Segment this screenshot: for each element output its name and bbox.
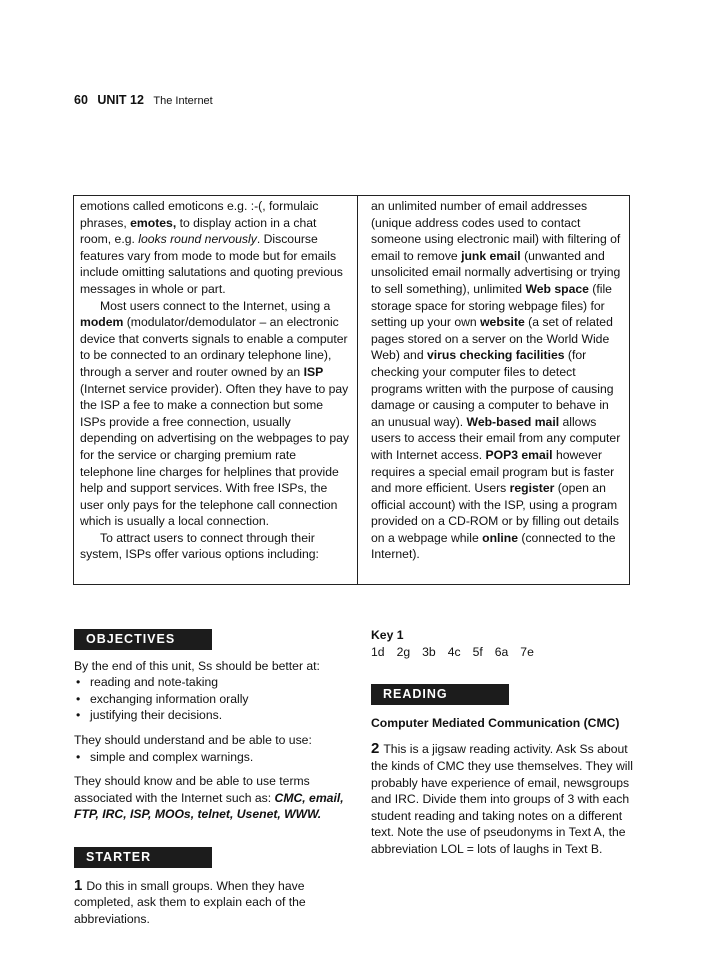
text-run: modem [80, 315, 124, 330]
starter-text: Do this in small groups. When they have completed, ask them to explain each of the abbreviations. [74, 878, 306, 926]
text-run: virus checking facilities [427, 348, 565, 363]
teacher-notes-left [74, 629, 344, 927]
text-run: however requires a special email program but is faster and more efficient. Users [371, 447, 615, 496]
text-run: . Discourse features vary from mode to mode but for emails include omitting salutations and quoting previous messages in whole or part. [80, 232, 343, 296]
text-run: register [509, 481, 555, 496]
understand-list [74, 749, 344, 766]
text-run: (Internet service provider). Often they have to pay the ISP a fee to make a connection but some ISPs provide a free connection, usually depending on advertising on the webpages to pay for the service or charging premium rate telephone line charges for helplines that provide help and support services. With free ISPs, the user only pays for the telephone call connection which is usually a local connection. [80, 381, 350, 529]
text-run: emotions called emoticons e.g. :-(, formulaic phrases, [80, 199, 319, 230]
page-number: 60 [74, 93, 88, 107]
text-run: an unlimited number of email addresses (unique address codes used to contact someone using electronic mail) with filtering of email to remove [371, 199, 621, 263]
terms-intro: They should know and be able to use terms associated with the Internet such as: [74, 774, 310, 805]
starter-heading: STARTER [74, 847, 212, 868]
column-divider [357, 196, 358, 584]
text-run: online [482, 530, 519, 545]
text-run: allows users to access their email from any computer with Internet access. [371, 414, 621, 462]
key-item: 1d [371, 644, 385, 659]
unit-title: The Internet [153, 95, 213, 107]
text-run: POP3 email [485, 447, 553, 462]
text-run: emotes, [130, 215, 177, 230]
key-item: 3b [422, 644, 436, 659]
text-run: Most users connect to the Internet, using a [100, 298, 331, 313]
left-paragraph-2 [80, 298, 350, 530]
objectives-intro: By the end of this unit, Ss should be better at: [74, 658, 320, 673]
text-run: website [480, 315, 525, 330]
right-paragraph-1 [371, 198, 625, 563]
page-header [74, 93, 213, 107]
text-run: (a set of related pages stored on a server on the World Wide Web) and [371, 315, 613, 363]
answer-key [371, 644, 633, 661]
understand-intro: They should understand and be able to use: [74, 732, 312, 747]
objectives-heading: OBJECTIVES [74, 629, 212, 650]
key-item: 4c [447, 644, 461, 659]
reading-text-box [73, 195, 630, 585]
key-item: 5f [472, 644, 483, 659]
key-item: 6a [494, 644, 509, 659]
activity-number: 2 [371, 740, 380, 758]
text-run: (modulator/demodulator – an electronic device that converts signals to enable a computer to be connected to an ordinary telephone line), through a server and router owned by an [80, 315, 348, 379]
text-run: (for checking your computer files to detect programs written with the purpose of causing damage or causing a computer to behave in an unusual way). [371, 348, 614, 429]
text-column-right [371, 198, 625, 563]
key-item: 7e [520, 644, 534, 659]
text-run: To attract users to connect through their system, ISPs offer various options including: [80, 530, 319, 562]
text-run: (connected to the Internet). [371, 530, 616, 562]
teacher-notes-right [371, 627, 633, 858]
starter-activity [74, 878, 344, 928]
unit-label: UNIT 12 [97, 93, 144, 107]
terms-list: CMC, email, FTP, IRC, ISP, MOOs, telnet, Usenet, WWW. [74, 790, 344, 822]
reading-text: This is a jigsaw reading activity. Ask Ss about the kinds of CMC they use themselves. They will probably have experience of email, newsgroups and IRC. Divide them into groups of 3 with each student reading and taking notes on a different text. Note the use of pseudonyms in Text A, the abbreviation LOL = lots of laughs in Text B. [371, 742, 633, 856]
list-item: • simple and complex warnings. [74, 749, 344, 766]
text-run: looks round nervously [138, 232, 257, 247]
text-run: ISP [303, 364, 324, 379]
text-run: Web-based mail [466, 414, 560, 429]
reading-heading: READING [371, 684, 509, 705]
left-paragraph-3 [80, 530, 350, 563]
left-paragraph-1 [80, 198, 350, 298]
text-run: (file storage space for storing webpage files) for setting up your own [371, 281, 612, 330]
list-item: • exchanging information orally [74, 691, 344, 708]
list-item: • justifying their decisions. [74, 707, 344, 724]
key-label: Key 1 [371, 628, 404, 642]
text-run: (unwanted and unsolicited email normally advertising or trying to sell something), unlimited [371, 248, 621, 296]
reading-activity [371, 741, 633, 857]
text-run: junk email [461, 248, 521, 263]
skills-list [74, 674, 344, 724]
text-column-left [80, 198, 350, 563]
text-run: (open an official account) with the ISP, using a program provided on a CD-ROM or by filling out details on a webpage while [371, 481, 619, 545]
key-item: 2g [396, 644, 411, 659]
text-run: Web space [525, 281, 589, 296]
terms-paragraph [74, 773, 344, 823]
list-item: • reading and note-taking [74, 674, 344, 691]
text-run: to display action in a chat room, e.g. [80, 215, 317, 247]
reading-subheading: Computer Mediated Communication (CMC) [371, 715, 620, 730]
activity-number: 1 [74, 876, 83, 894]
